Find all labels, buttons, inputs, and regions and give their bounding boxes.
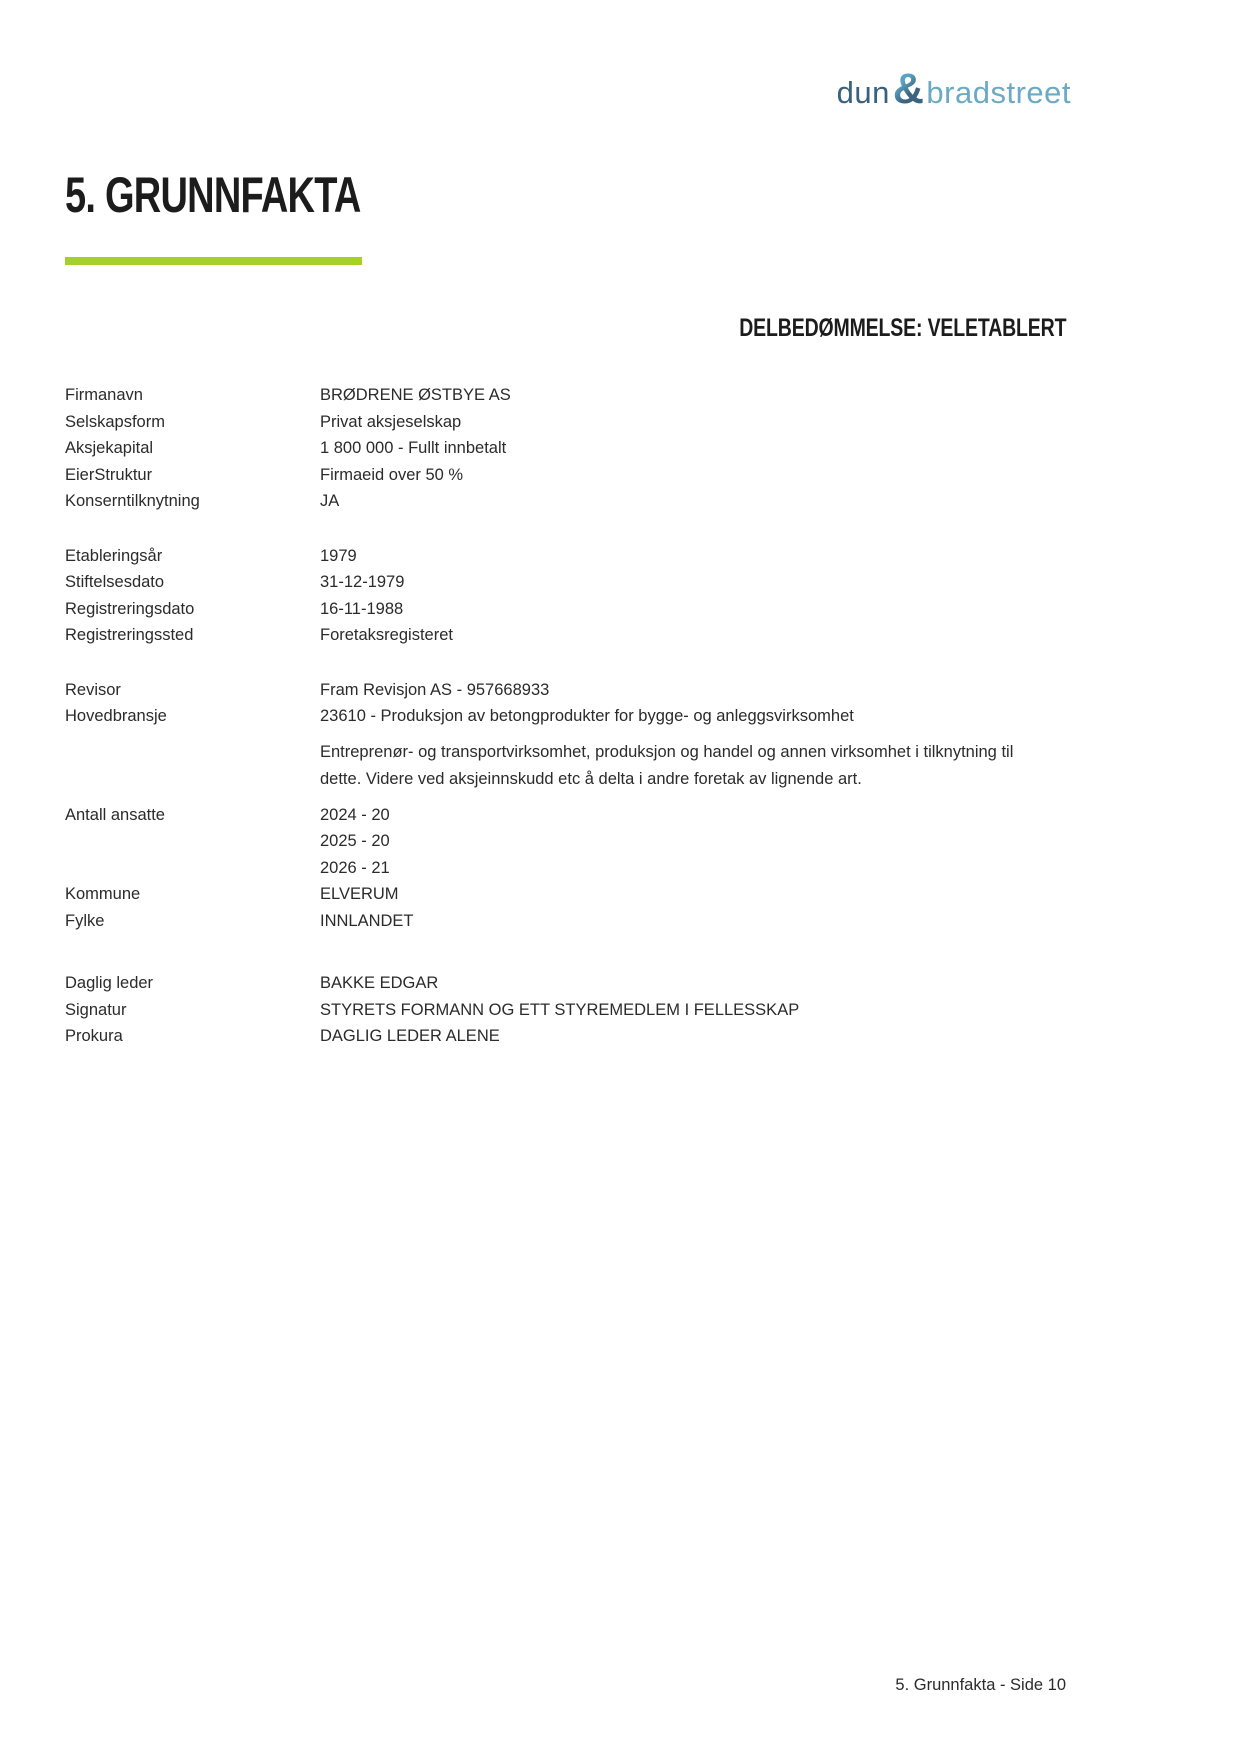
fact-value: Firmaeid over 50 % <box>320 465 464 484</box>
fact-value: STYRETS FORMANN OG ETT STYREMEDLEM I FELLESSKAP <box>320 1000 800 1019</box>
fact-value: 31-12-1979 <box>320 573 405 591</box>
fact-value: 16-11-1988 <box>320 599 404 618</box>
fact-label: Hovedbransje <box>65 707 167 725</box>
fact-label: Selskapsform <box>65 412 165 431</box>
fact-value: BRØDRENE ØSTBYE AS <box>320 386 511 404</box>
accent-rule <box>65 257 362 265</box>
fact-value: BAKKE EDGAR <box>320 974 439 992</box>
fact-value: JA <box>320 492 340 510</box>
fact-value-employee-years <box>320 802 1065 882</box>
fact-row-etableringsar <box>65 543 1065 570</box>
fact-label: Revisor <box>65 680 121 699</box>
fact-label: Fylke <box>65 911 105 930</box>
fact-value: DAGLIG LEDER ALENE <box>320 1027 500 1045</box>
dun-bradstreet-logo <box>836 65 1071 113</box>
registration-facts-group <box>65 543 1065 649</box>
fact-label: Daglig leder <box>65 974 154 992</box>
logo-text-dun: dun <box>836 75 890 110</box>
section-title: 5. GRUNNFAKTA <box>65 167 361 223</box>
fact-row-fylke <box>65 908 1065 935</box>
fact-value: 23610 - Produksjon av betongprodukter for bygge- og anleggsvirksomhet <box>320 707 854 725</box>
fact-value: Foretaksregisteret <box>320 626 453 644</box>
management-facts-group <box>65 970 1065 1050</box>
fact-row-revisor <box>65 677 1065 704</box>
logo-ampersand-icon: & <box>892 65 925 113</box>
facts-table <box>65 382 1065 1050</box>
fact-value: INNLANDET <box>320 911 414 930</box>
fact-row-registreringsdato <box>65 596 1065 623</box>
fact-value: ELVERUM <box>320 885 399 903</box>
business-facts-group <box>65 677 1065 935</box>
fact-row-konserntilknytning <box>65 488 1065 515</box>
assessment-heading: DELBEDØMMELSE: VELETABLERT <box>738 314 1066 342</box>
fact-label: EierStruktur <box>65 465 153 484</box>
fact-value: Fram Revisjon AS - 957668933 <box>320 680 550 699</box>
business-purpose-note: Entreprenør- og transportvirksomhet, produksjon og handel og annen virksomhet i tilknytning til dette. Videre ved aksjeinnskudd etc å delta i andre foretak av lignende art. <box>320 742 1014 788</box>
fact-row-aksjekapital <box>65 435 1065 462</box>
employee-year-line: 2025 - 20 <box>320 832 390 850</box>
company-facts-group <box>65 382 1065 515</box>
fact-row-kommune <box>65 881 1065 908</box>
fact-label: Aksjekapital <box>65 439 154 457</box>
fact-label: Signatur <box>65 1000 127 1019</box>
fact-label: Registreringsdato <box>65 599 195 618</box>
fact-row-hovedbransje <box>65 703 1065 730</box>
fact-row-selskapsform <box>65 409 1065 436</box>
fact-row-daglig-leder <box>65 970 1065 997</box>
logo-text-bradstreet: bradstreet <box>926 75 1071 110</box>
employee-year-line: 2024 - 20 <box>320 805 390 824</box>
fact-row-antall-ansatte <box>65 802 1065 882</box>
fact-value: Privat aksjeselskap <box>320 412 462 431</box>
fact-label: Kommune <box>65 885 141 903</box>
fact-row-eierstruktur <box>65 462 1065 489</box>
fact-label: Konserntilknytning <box>65 492 200 510</box>
fact-label: Prokura <box>65 1027 123 1045</box>
fact-row-prokura <box>65 1023 1065 1050</box>
employee-year-line: 2026 - 21 <box>320 858 390 877</box>
fact-label: Firmanavn <box>65 386 143 404</box>
fact-label: Stiftelsesdato <box>65 573 165 591</box>
fact-row-firmanavn <box>65 382 1065 409</box>
fact-label: Antall ansatte <box>65 805 165 824</box>
fact-label: Registreringssted <box>65 626 194 644</box>
page-footer: 5. Grunnfakta - Side 10 <box>895 1676 1066 1694</box>
fact-row-signatur <box>65 997 1065 1024</box>
fact-value: 1 800 000 - Fullt innbetalt <box>320 439 507 457</box>
fact-value: 1979 <box>320 546 357 565</box>
fact-label: Etableringsår <box>65 546 163 565</box>
fact-row-stiftelsesdato <box>65 569 1065 596</box>
fact-row-registreringssted <box>65 622 1065 649</box>
